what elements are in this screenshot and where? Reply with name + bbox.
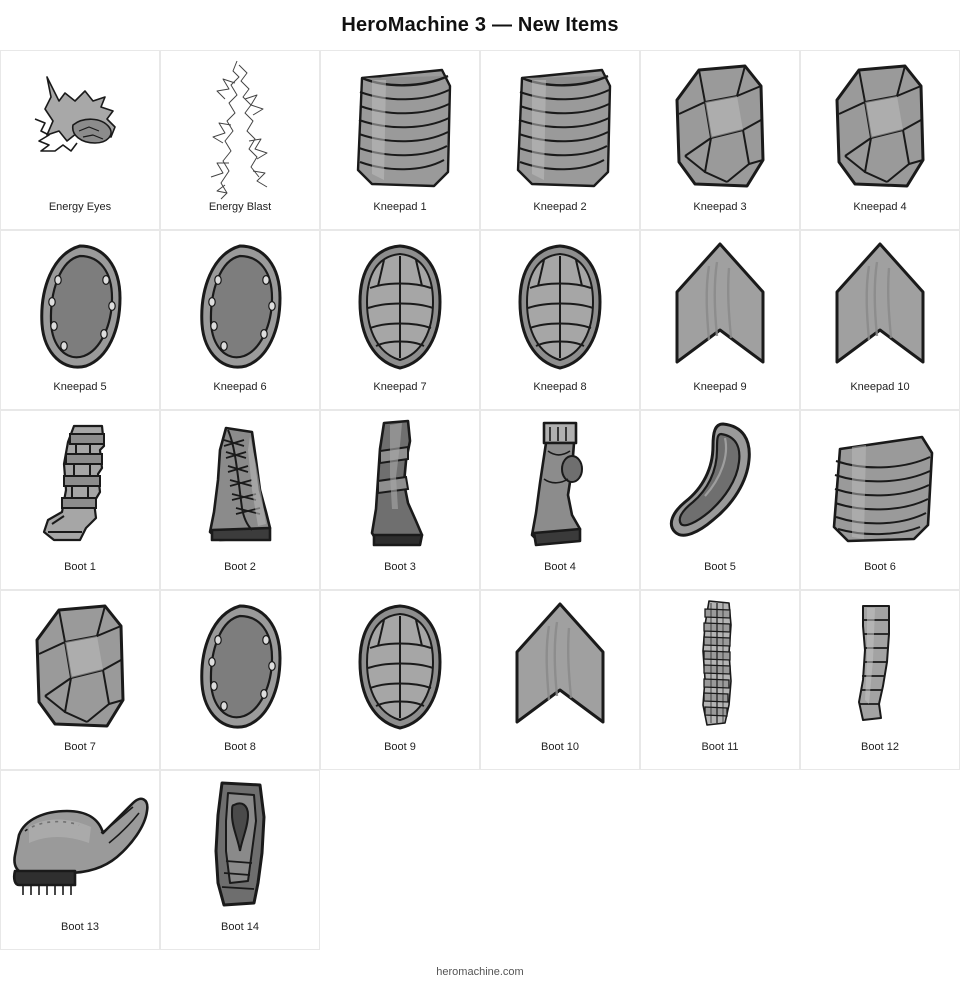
kneepad-faceted-art xyxy=(1,591,159,743)
gallery-cell[interactable] xyxy=(800,50,960,230)
gallery-cell[interactable] xyxy=(640,50,800,230)
item-label: Boot 1 xyxy=(64,561,96,573)
item-label: Boot 4 xyxy=(544,561,576,573)
item-label: Boot 14 xyxy=(221,921,259,933)
gallery-cell-empty xyxy=(480,770,640,950)
kneepad-oval-art xyxy=(161,231,319,383)
gallery-cell[interactable] xyxy=(0,230,160,410)
boot-side-art xyxy=(1,771,159,923)
item-label: Boot 13 xyxy=(61,921,99,933)
kneepad-faceted-art xyxy=(801,51,959,203)
boot-cuffed-art xyxy=(481,411,639,563)
gallery-cell[interactable] xyxy=(0,410,160,590)
gallery-cell[interactable] xyxy=(480,230,640,410)
item-label: Kneepad 8 xyxy=(533,381,587,393)
gallery-cell[interactable] xyxy=(320,230,480,410)
item-label: Kneepad 10 xyxy=(850,381,910,393)
gallery-cell[interactable] xyxy=(0,770,160,950)
item-label: Kneepad 5 xyxy=(53,381,107,393)
gallery-cell[interactable] xyxy=(480,50,640,230)
gallery-cell[interactable] xyxy=(160,50,320,230)
gallery-cell[interactable] xyxy=(800,590,960,770)
gallery-cell[interactable] xyxy=(480,590,640,770)
kneepad-oval-art xyxy=(161,591,319,743)
kneepad-segmented-art xyxy=(481,231,639,383)
gallery-cell[interactable] xyxy=(480,410,640,590)
item-label: Kneepad 7 xyxy=(373,381,427,393)
boot-plate-art xyxy=(161,771,319,923)
item-label: Kneepad 3 xyxy=(693,201,747,213)
item-label: Boot 9 xyxy=(384,741,416,753)
gallery-cell[interactable] xyxy=(160,230,320,410)
gallery-cell[interactable] xyxy=(320,590,480,770)
boot-strapped-art xyxy=(641,591,799,743)
gallery-cell[interactable] xyxy=(320,50,480,230)
boot-laced-art xyxy=(161,411,319,563)
item-label: Energy Blast xyxy=(208,201,272,213)
energy-blast-art xyxy=(161,51,319,203)
item-label: Boot 10 xyxy=(541,741,579,753)
item-label: Boot 5 xyxy=(704,561,736,573)
gallery-cell-empty xyxy=(640,770,800,950)
kneepad-oval-art xyxy=(1,231,159,383)
boot-ribbed-art xyxy=(801,411,959,563)
item-label: Kneepad 9 xyxy=(693,381,747,393)
kneepad-chevron-art xyxy=(801,231,959,383)
item-label: Boot 7 xyxy=(64,741,96,753)
boot-greave-art xyxy=(801,591,959,743)
page-title: HeroMachine 3 — New Items xyxy=(341,14,619,36)
item-label: Boot 11 xyxy=(701,741,739,753)
kneepad-ribbed-art xyxy=(321,51,479,203)
boot-sandal-art xyxy=(1,411,159,563)
kneepad-segmented-art xyxy=(321,591,479,743)
energy-eyes-art xyxy=(1,51,159,203)
item-label: Kneepad 4 xyxy=(853,201,907,213)
item-label: Kneepad 6 xyxy=(213,381,267,393)
gallery-cell[interactable] xyxy=(160,590,320,770)
kneepad-chevron-art xyxy=(481,591,639,743)
item-label: Boot 6 xyxy=(864,561,896,573)
gallery-cell[interactable] xyxy=(160,770,320,950)
item-label: Kneepad 2 xyxy=(533,201,587,213)
gallery-cell-empty xyxy=(320,770,480,950)
gallery-cell[interactable] xyxy=(800,230,960,410)
gallery-cell[interactable] xyxy=(640,410,800,590)
gallery-cell[interactable] xyxy=(320,410,480,590)
kneepad-faceted-art xyxy=(641,51,799,203)
gallery-cell-empty xyxy=(800,770,960,950)
gallery-cell[interactable] xyxy=(640,230,800,410)
item-label: Boot 3 xyxy=(384,561,416,573)
item-label: Boot 2 xyxy=(224,561,256,573)
item-label: Boot 12 xyxy=(861,741,899,753)
item-label: Kneepad 1 xyxy=(373,201,427,213)
kneepad-ribbed-art xyxy=(481,51,639,203)
item-grid xyxy=(0,50,960,950)
boot-tall-art xyxy=(321,411,479,563)
kneepad-chevron-art xyxy=(641,231,799,383)
gallery-cell[interactable] xyxy=(800,410,960,590)
footer-credit: heromachine.com xyxy=(436,966,524,978)
gallery-cell[interactable] xyxy=(160,410,320,590)
boot-sock-art xyxy=(641,411,799,563)
item-label: Energy Eyes xyxy=(48,201,112,213)
gallery-cell[interactable] xyxy=(0,50,160,230)
gallery-cell[interactable] xyxy=(0,590,160,770)
item-label: Boot 8 xyxy=(224,741,256,753)
kneepad-segmented-art xyxy=(321,231,479,383)
gallery-cell[interactable] xyxy=(640,590,800,770)
